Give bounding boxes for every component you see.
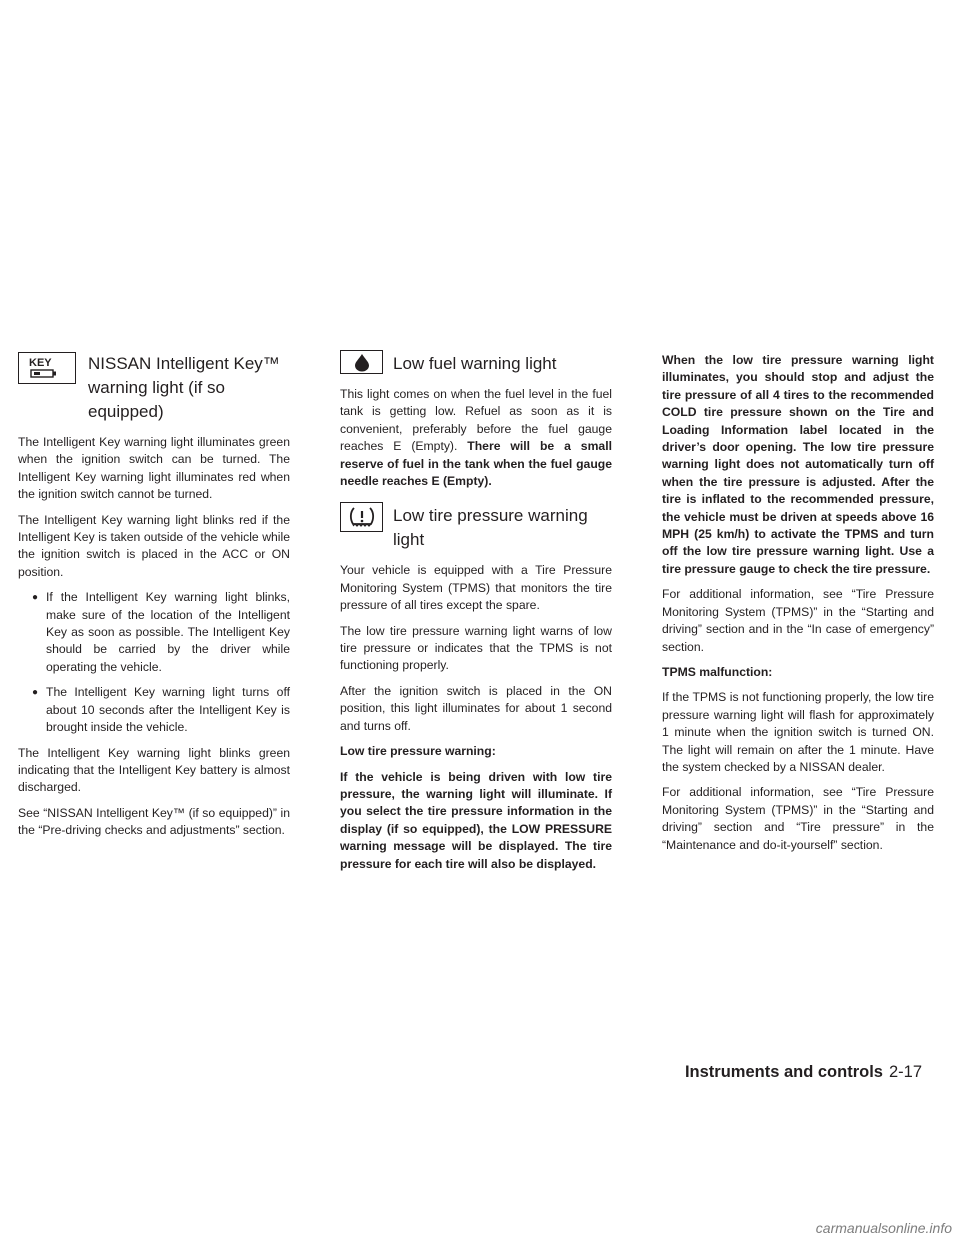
intelligent-key-icon xyxy=(18,352,76,384)
paragraph: For additional information, see “Tire Pressure Monitoring System (TPMS)” in the “Starting and driving” section and “Tire pressure” in the “Maintenance and do-it-yourself” section. xyxy=(662,785,934,852)
paragraph: See “NISSAN Intelligent Key™ (if so equipped)” in the “Pre-driving checks and adjustments” section. xyxy=(18,805,290,838)
footer-section-title: Instruments and controls xyxy=(684,1063,883,1081)
fuel-text: This light comes on when the fuel level in the fuel tank is getting low. Refuel as soon as it is convenient, preferably before the fuel gauge reaches E (Empty). xyxy=(340,387,612,454)
watermark: carmanualsonline.info xyxy=(815,1220,952,1236)
fuel-heading-text: Low fuel warning light xyxy=(393,354,557,373)
paragraph-bold: If the vehicle is being driven with low tire pressure, the warning light will illuminate. If you select the tire pressure information in the display (if so equipped), the LOW PRESSURE warning message will be displayed. The tire pressure for each tire will also be displayed. xyxy=(340,769,612,871)
paragraph: If the TPMS is not functioning properly, the low tire pressure warning light will flash for approximately 1 minute when the ignition switch is turned ON. The light will remain on after the 1 minute. Have the system checked by a NISSAN dealer. xyxy=(662,690,934,774)
tpms-warning-heading xyxy=(340,502,612,552)
tpms-heading-line2: light xyxy=(393,530,425,550)
page-footer xyxy=(685,1062,922,1082)
bullet-list xyxy=(18,589,290,736)
fuel-text-bold: There will be a small reserve of fuel in the tank when the fuel gauge needle reaches E (Empty). xyxy=(340,439,612,489)
key-heading-line1: NISSAN Intelligent Key™ xyxy=(88,354,280,373)
column-2 xyxy=(340,350,612,881)
column-1 xyxy=(18,350,290,848)
paragraph: For additional information, see “Tire Pressure Monitoring System (TPMS)” in the “Starting and driving” section and in the “In case of emergency” section. xyxy=(662,587,934,654)
key-heading-line2: warning light (if so equipped) xyxy=(88,378,226,421)
svg-text:KEY: KEY xyxy=(29,357,52,369)
paragraph: The low tire pressure warning light warns of low tire pressure or indicates that the TPMS is not functioning properly. xyxy=(340,623,612,673)
paragraph: The Intelligent Key warning light illuminates green when the ignition switch can be turned. The Intelligent Key warning light illuminates red when the ignition switch cannot be turned. xyxy=(18,435,290,502)
subheading: Low tire pressure warning: xyxy=(340,744,496,759)
paragraph: After the ignition switch is placed in the ON position, this light illuminates for about 1 second and turns off. xyxy=(340,683,612,733)
tire-pressure-icon xyxy=(340,502,383,532)
paragraph-bold: When the low tire pressure warning light illuminates, you should stop and adjust the tire pressure of all 4 tires to the recommended COLD tire pressure shown on the Tire and Loading Information label located in the driver’s door opening. The low tire pressure warning light does not automatically turn off when the tire pressure is adjusted. After the tire is inflated to the recommended pressure, the vehicle must be driven at speeds above 16 MPH (25 km/h) to activate the TPMS and turn off the low tire pressure warning light. Use a tire pressure gauge to check the tire pressure. xyxy=(662,353,934,576)
key-warning-heading xyxy=(18,350,290,424)
paragraph xyxy=(340,386,612,490)
list-item: ● The Intelligent Key warning light turns off about 10 seconds after the Intelligent Key is brought inside the vehicle. xyxy=(32,684,290,736)
page-number: 2-17 xyxy=(888,1063,922,1081)
paragraph: The Intelligent Key warning light blinks green indicating that the Intelligent Key battery is almost discharged. xyxy=(18,745,290,795)
subheading: TPMS malfunction: xyxy=(662,664,773,679)
list-item: ● If the Intelligent Key warning light blinks, make sure of the location of the Intelligent Key as soon as possible. The Intelligent Key should be carried by the driver while operating the vehicle. xyxy=(32,589,290,676)
fuel-drop-icon xyxy=(340,350,383,374)
tpms-heading-line1: Low tire pressure warning xyxy=(393,506,588,526)
fuel-warning-heading xyxy=(340,350,612,376)
column-3 xyxy=(662,352,934,862)
paragraph: The Intelligent Key warning light blinks red if the Intelligent Key is taken outside of the vehicle while the ignition switch is placed in the ACC or ON position. xyxy=(18,512,290,579)
paragraph: Your vehicle is equipped with a Tire Pressure Monitoring System (TPMS) that monitors the tire pressure of all tires except the spare. xyxy=(340,563,612,613)
